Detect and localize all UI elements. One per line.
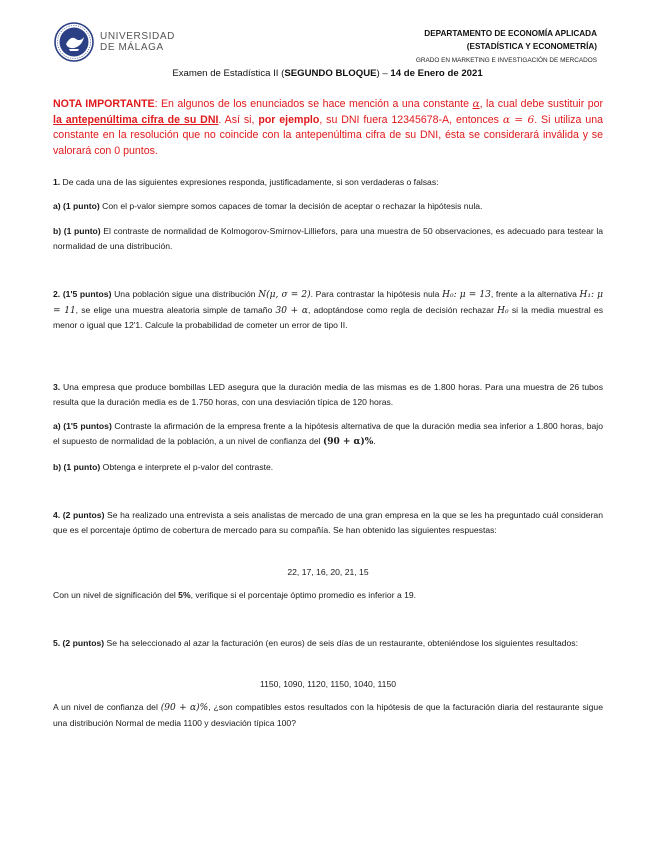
note-alpha: α bbox=[472, 98, 480, 110]
q2 bbox=[53, 287, 603, 333]
q1-text: De cada una de las siguientes expresiones responda, justificadamente, si son verdaderas o falsas: bbox=[60, 177, 439, 187]
department-header bbox=[424, 27, 597, 53]
note-text-4: , su DNI fuera 12345678-A, entonces bbox=[319, 113, 503, 126]
q2-text-1: Una población sigue una distribución bbox=[111, 289, 259, 299]
university-name-line2: DE MÁLAGA bbox=[100, 42, 164, 53]
q4-text-1: Con un nivel de significación del bbox=[53, 590, 179, 600]
q4-text: Se ha realizado una entrevista a seis analistas de mercado de una gran empresa en la que se les ha preguntado cuál consideran que es el porcentaje óptimo de cobertura de mercado para su compañía. Se han obtenido las siguientes respuestas: bbox=[53, 510, 603, 535]
note-underlined: la antepenúltima cifra de su DNI bbox=[53, 113, 219, 126]
q2-h0: H₀: μ = 13 bbox=[442, 290, 491, 300]
q4-intro bbox=[53, 508, 603, 537]
q2-label: 2. (1'5 puntos) bbox=[53, 289, 112, 299]
university-name-line1: UNIVERSIDAD bbox=[100, 31, 175, 42]
q5-label: 5. (2 puntos) bbox=[53, 638, 105, 648]
q1-b-label: b) (1 punto) bbox=[53, 226, 101, 236]
note-formula: α = 6 bbox=[502, 113, 535, 126]
q1-a-text: Con el p-valor siempre somos capaces de tomar la decisión de aceptar o rechazar la hipótesis nula. bbox=[99, 201, 483, 211]
note-label: NOTA IMPORTANTE bbox=[53, 98, 155, 110]
q1-number: 1. bbox=[53, 177, 61, 187]
q2-sample-size: 30 + α bbox=[275, 305, 308, 316]
q5-text-2: , ¿son compatibles estos resultados con la hipótesis de que la facturación diaria del restaurante sigue una distribución Normal de media 1100 y desviación típica 100? bbox=[53, 702, 603, 728]
q3-a bbox=[53, 419, 603, 449]
university-name bbox=[100, 31, 175, 53]
degree-line: GRADO EN MARKETING E INVESTIGACIÓN DE MERCADOS bbox=[415, 57, 597, 64]
department-line1: DEPARTAMENTO DE ECONOMÍA APLICADA bbox=[424, 29, 597, 38]
q3-text: Una empresa que produce bombillas LED asegura que la duración media de las mismas es de 1.800 horas. Para una muestra de 26 tubos resulta que la duración media es de 1.750 horas, con una desviación típica de 120 horas. bbox=[53, 382, 603, 407]
exam-title bbox=[0, 68, 655, 79]
q3-b bbox=[53, 460, 603, 475]
q2-text-5: , adoptándose como regla de decisión rechazar bbox=[307, 304, 498, 315]
exam-title-block: SEGUNDO BLOQUE bbox=[284, 68, 377, 79]
q1-b-text: El contraste de normalidad de Kolmogorov-Smirnov-Lilliefors, para una muestra de 50 observaciones, es adecuado para testear la normalidad de una distribución. bbox=[53, 226, 604, 251]
q5-data: 1150, 1090, 1120, 1150, 1040, 1150 bbox=[259, 679, 397, 689]
q3-intro bbox=[53, 380, 603, 409]
q2-h0-again: H₀ bbox=[497, 305, 509, 316]
note-text-3: . Así si, bbox=[218, 113, 259, 126]
department-line2: (ESTADÍSTICA Y ECONOMETRÍA) bbox=[466, 42, 597, 51]
q2-distribution: N(μ, σ = 2) bbox=[258, 290, 311, 300]
q2-text-4: , se elige una muestra aleatoria simple de tamaño bbox=[75, 304, 276, 315]
note-example: por ejemplo bbox=[258, 113, 320, 126]
university-seal-icon bbox=[54, 22, 94, 62]
q1-b bbox=[53, 224, 603, 253]
q3-a-label: a) (1'5 puntos) bbox=[53, 421, 112, 431]
q3-a-confidence: (90 + α)% bbox=[322, 436, 374, 447]
q5-task bbox=[53, 700, 603, 730]
q2-text-2: . Para contrastar la hipótesis nula bbox=[310, 289, 443, 299]
q4-significance: 5% bbox=[178, 590, 191, 600]
q3-number: 3. bbox=[53, 382, 61, 392]
q1-a-label: a) (1 punto) bbox=[53, 201, 100, 211]
q5-text-1: A un nivel de confianza del bbox=[53, 702, 161, 712]
exam-title-mid: ) – bbox=[376, 68, 391, 79]
university-logo bbox=[54, 20, 179, 64]
important-note bbox=[53, 97, 603, 159]
q4-text-2: , verifique si el porcentaje óptimo promedio es inferior a 19. bbox=[190, 590, 417, 600]
note-text-5: . Si utiliza una constante en la resolución que no coincide con la antepenúltima cifra de su DNI, ésta se considerará inválida y se valorará con 0 puntos. bbox=[53, 113, 603, 157]
q4-data: 22, 17, 16, 20, 21, 15 bbox=[287, 567, 369, 577]
q4-task bbox=[53, 588, 603, 603]
q5-confidence: (90 + α)% bbox=[160, 703, 209, 713]
q1-a bbox=[53, 199, 603, 214]
exam-title-prefix: Examen de Estadística II ( bbox=[172, 68, 285, 79]
q3-a-text: Contraste la afirmación de la empresa frente a la hipótesis alternativa de que la duración media sea inferior a 1.800 horas, bajo el supuesto de normalidad de la población, a un nivel de confianza del bbox=[53, 421, 603, 446]
q3-b-label: b) (1 punto) bbox=[53, 462, 101, 472]
q2-text-6: si la media muestral es menor o igual que 12'1. Calcule la probabilidad de cometer un error de tipo II. bbox=[53, 304, 603, 331]
q3-b-text: Obtenga e interprete el p-valor del contraste. bbox=[100, 462, 274, 472]
note-text-2: , la cual debe sustituir por bbox=[479, 98, 604, 110]
q5-intro bbox=[53, 636, 603, 651]
q4-label: 4. (2 puntos) bbox=[53, 510, 105, 520]
q2-h1: H₁: μ = 11 bbox=[53, 290, 604, 316]
q2-text-3: , frente a la alternativa bbox=[490, 289, 580, 299]
q5-text: Se ha seleccionado al azar la facturación (en euros) de seis días de un restaurante, obteniéndose los siguientes resultados: bbox=[104, 638, 578, 648]
note-text-1: : En algunos de los enunciados se hace mención a una constante bbox=[154, 98, 473, 110]
exam-title-date: 14 de Enero de 2021 bbox=[390, 68, 483, 79]
q1-intro bbox=[53, 175, 603, 190]
q3-a-end: . bbox=[373, 435, 376, 446]
